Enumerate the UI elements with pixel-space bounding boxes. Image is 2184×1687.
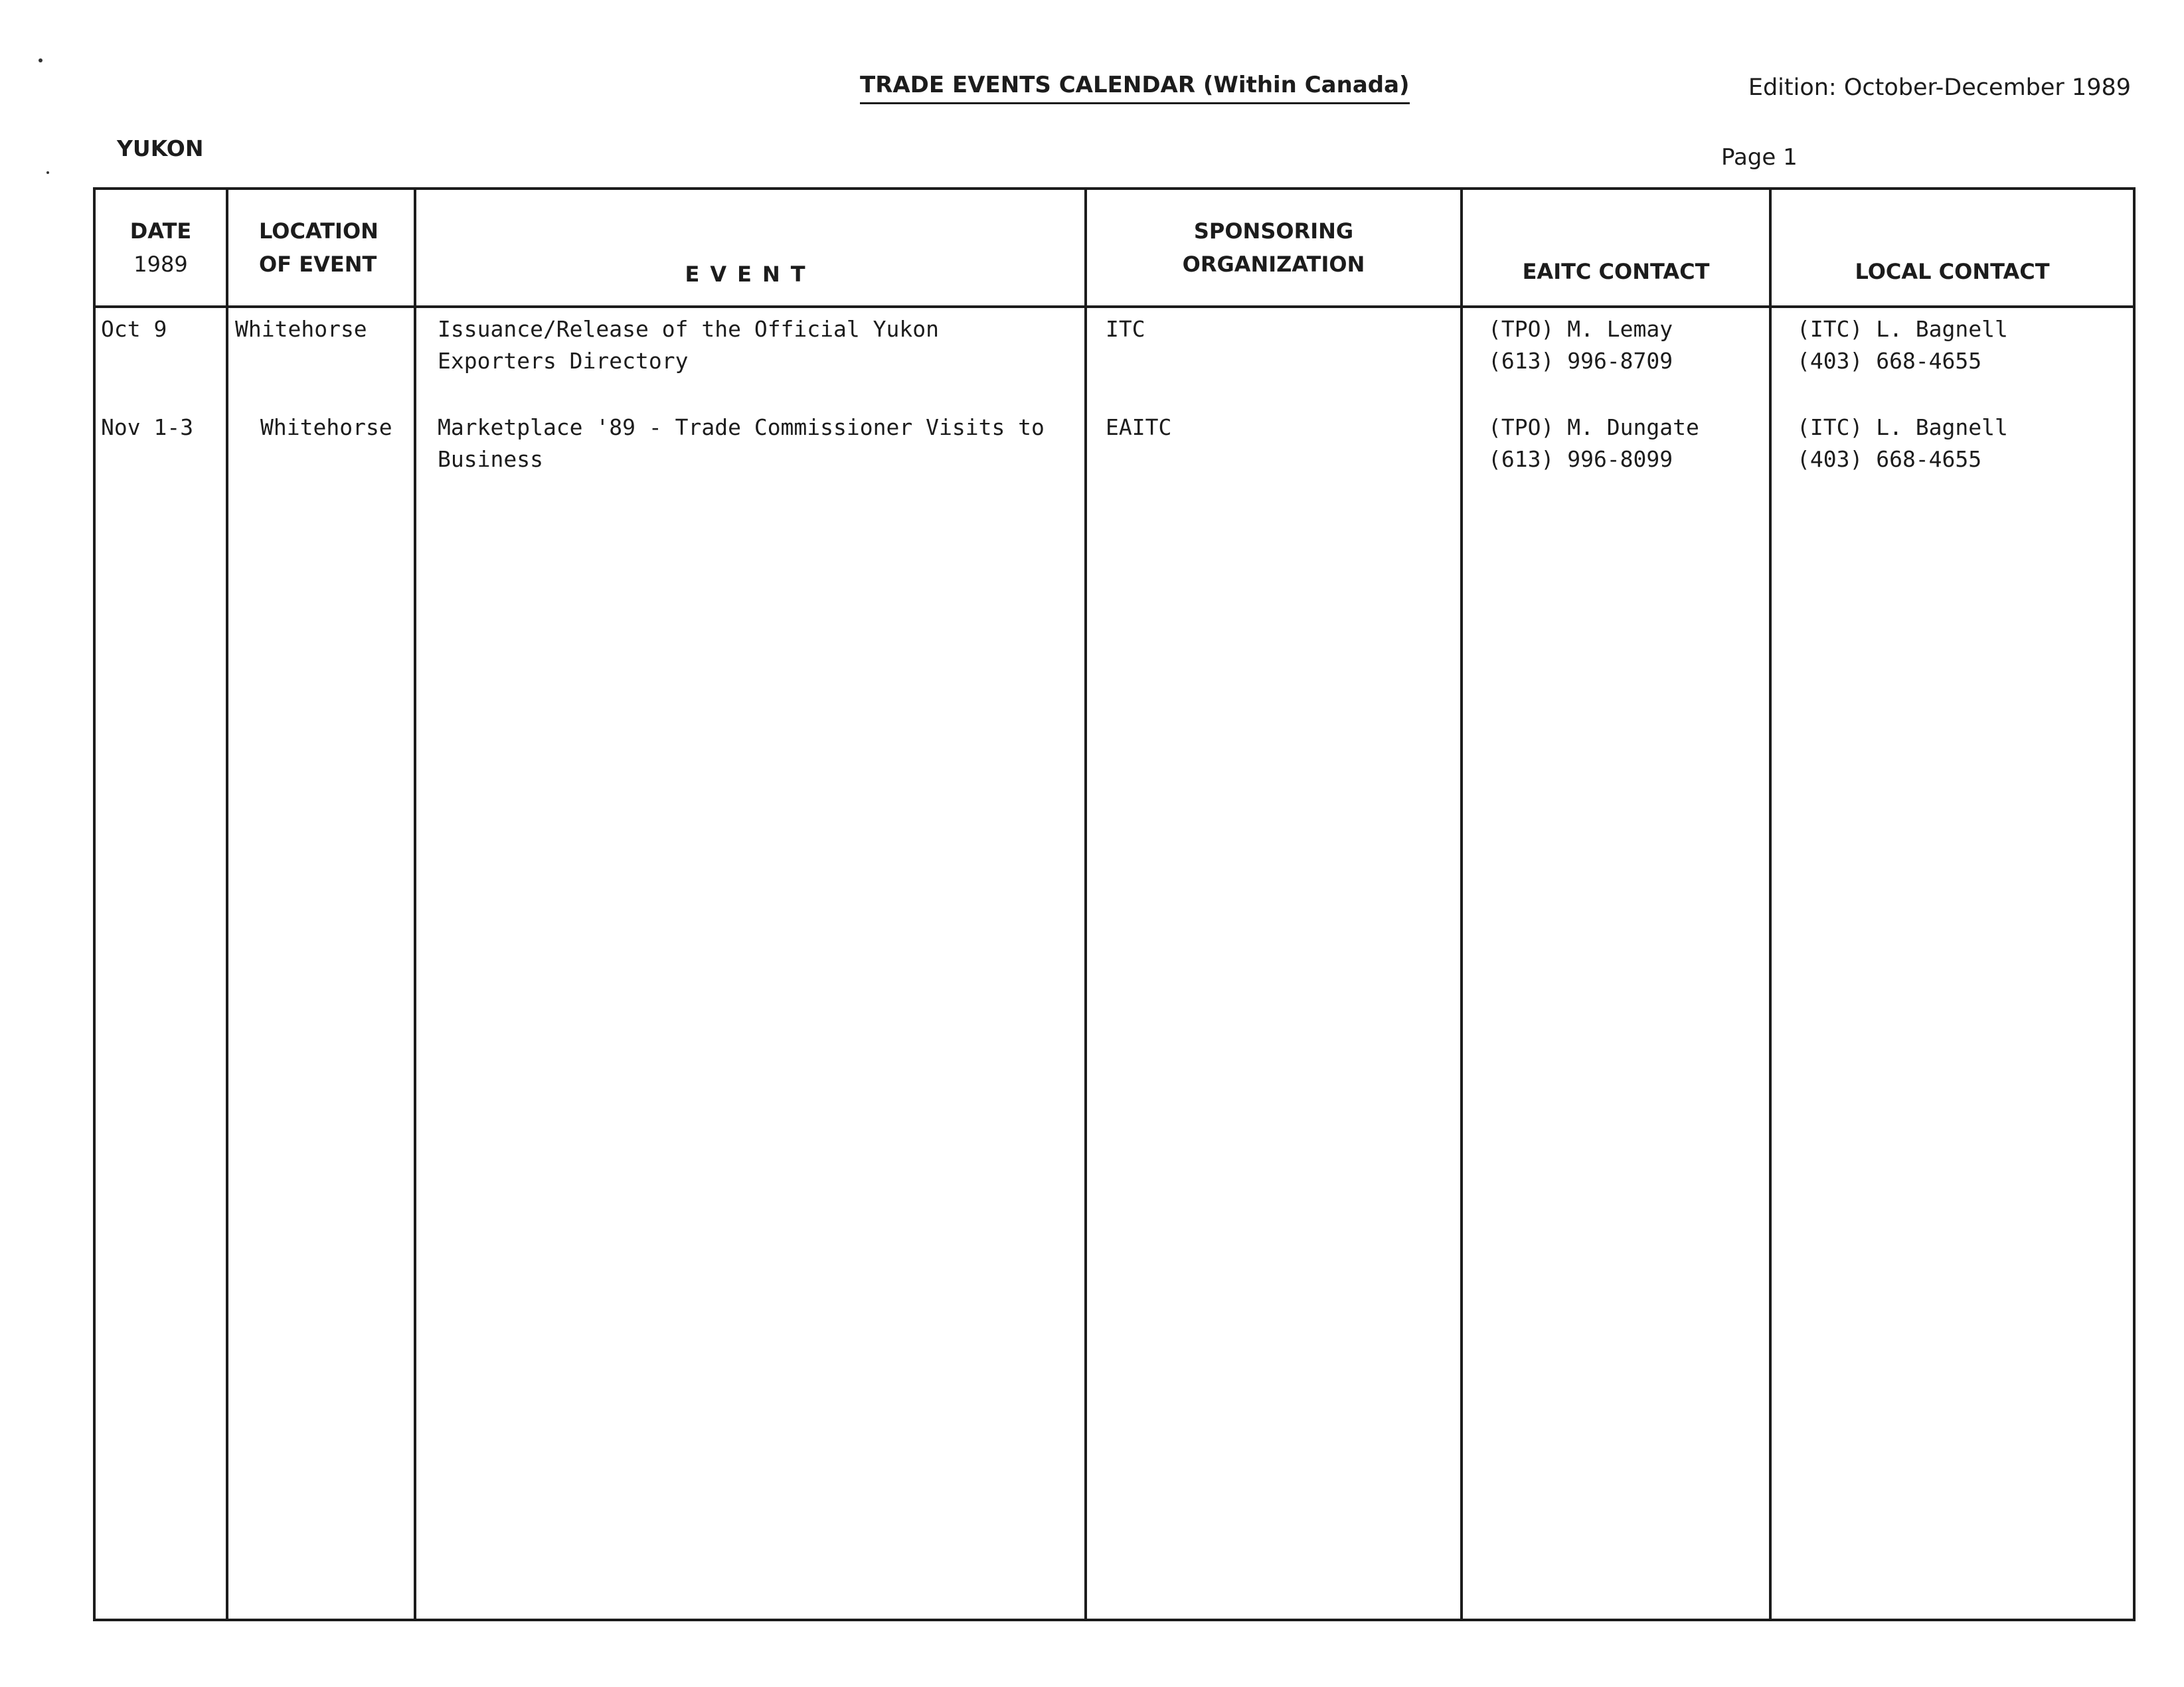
date-header-label: DATE (129, 218, 192, 244)
local-contact-phone: (403) 668-4655 (1797, 348, 1982, 374)
empty-cell (227, 510, 415, 1620)
date-header-year: 1989 (133, 252, 188, 277)
cell-date: Oct 9 (94, 307, 227, 412)
location-header-line2: OF EVENT (259, 252, 377, 277)
table-header (94, 189, 2134, 307)
cell-date: Nov 1-3 (94, 412, 227, 510)
cell-location-text: Whitehorse (260, 414, 392, 440)
column-header-event: EVENT (415, 189, 1086, 307)
location-header-line1: LOCATION (259, 218, 378, 244)
table-row (94, 307, 2134, 412)
events-table (93, 187, 2136, 1621)
local-contact-phone: (403) 668-4655 (1797, 446, 1982, 472)
eaitc-contact-phone: (613) 996-8099 (1488, 446, 1673, 472)
cell-event: Issuance/Release of the Official Yukon Exporters Directory (415, 307, 1086, 412)
scan-speck (39, 58, 42, 62)
region-label: YUKON (117, 135, 204, 161)
cell-sponsor: ITC (1086, 307, 1462, 412)
local-contact-name: (ITC) L. Bagnell (1797, 316, 2008, 342)
table-row (94, 412, 2134, 510)
sponsor-header-line1: SPONSORING (1193, 218, 1354, 244)
cell-eaitc-contact (1462, 412, 1770, 510)
empty-cell (1770, 510, 2134, 1620)
page-number: Page 1 (1721, 144, 1798, 171)
cell-sponsor: EAITC (1086, 412, 1462, 510)
cell-event: Marketplace '89 - Trade Commissioner Visits to Business (415, 412, 1086, 510)
empty-cell (1086, 510, 1462, 1620)
cell-location: Whitehorse (227, 307, 415, 412)
column-header-location (227, 189, 415, 307)
column-header-local-contact: LOCAL CONTACT (1770, 189, 2134, 307)
local-contact-name: (ITC) L. Bagnell (1797, 414, 2008, 440)
cell-local-contact (1770, 307, 2134, 412)
document-title: TRADE EVENTS CALENDAR (Within Canada) (860, 72, 1410, 104)
column-header-eaitc-contact: EAITC CONTACT (1462, 189, 1770, 307)
cell-local-contact (1770, 412, 2134, 510)
sponsor-header-line2: ORGANIZATION (1182, 252, 1365, 277)
edition-label: Edition: October-December 1989 (1748, 74, 2131, 101)
empty-cell (94, 510, 227, 1620)
cell-location (227, 412, 415, 510)
scan-speck (46, 171, 49, 174)
eaitc-contact-phone: (613) 996-8709 (1488, 348, 1673, 374)
empty-cell (1462, 510, 1770, 1620)
empty-table-space (94, 510, 2134, 1620)
eaitc-contact-name: (TPO) M. Dungate (1488, 414, 1699, 440)
column-header-sponsor (1086, 189, 1462, 307)
cell-eaitc-contact (1462, 307, 1770, 412)
empty-cell (415, 510, 1086, 1620)
eaitc-contact-name: (TPO) M. Lemay (1488, 316, 1673, 342)
column-header-date (94, 189, 227, 307)
